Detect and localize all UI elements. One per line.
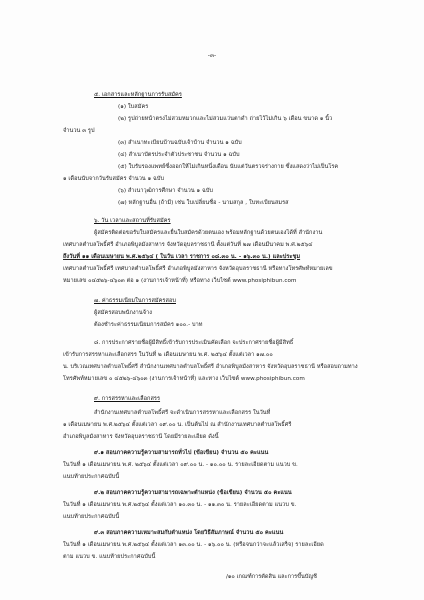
section-5-heading: ๕. เอกสารและหลักฐานการรับสมัคร	[94, 92, 182, 98]
s5-item-4: (๔) สำเนาบัตรประจำตัวประชาชน จำนวน ๑ ฉบับ	[118, 152, 240, 158]
s5-item-2-cont: จำนวน ๓ รูป	[63, 128, 95, 134]
s7-line-2: ต้องชำระค่าธรรมเนียมการสมัคร ๑๐๐.- บาท	[94, 322, 203, 328]
s9-3-detail: ในวันที่ ๑ เดือนเมษายน พ.ศ.๒๕๖๔ ตั้งแต่เวลา ๑๓.๐๐ น. - ๑๖.๐๐ น. (หรือจนกว่าจะแล้วเสร็จ) รายละเอียด	[63, 542, 324, 548]
s8-line-3: น. บริเวณเทศบาลตำบลโพธิ์ศรี สำนักงานเทศบาลตำบลโพธิ์ศรี อำเภอพิบูลมังสาหาร จังหวัดอุบลราชธานี หรือสอบถามทาง	[63, 364, 358, 370]
s7-line-1: ผู้สมัครสอบพนักงานจ้าง	[94, 310, 153, 316]
s6-line-1: ผู้สมัครติดต่อขอรับใบสมัครและยื่นใบสมัครด้วยตนเอง พร้อมหลักฐานด้วยตนเองได้ที่ สำนักงาน	[94, 230, 323, 236]
s9-1-detail: ในวันที่ ๑ เดือนเมษายน พ.ศ. ๒๕๖๔ ตั้งแต่เวลา ๐๙.๐๐ น. - ๑๐.๐๐ น. รายละเอียดตาม แนวบ ข.	[63, 462, 298, 468]
s6-line-4: เทศบาลตำบลโพธิ์ศรี เทศบาลตำบลโพธิ์ศรี อำเภอพิบูลมังสาหาร จังหวัดอุบลราชธานี หรือทางโทรศัพท์หมายเลข	[63, 266, 333, 272]
s6-line-3: ถึงวันที่ ๑๑ เดือนเมษายน พ.ศ.๒๕๖๔ ( ในวัน เวลา ราชการ ๐๘.๓๐ น. - ๑๖.๓๐ น.) และประชุม	[63, 254, 301, 260]
s9-1-attach: แนบท้ายประกาศฉบับนี้	[63, 474, 120, 480]
s9-2-heading: ๙.๒ สอบภาคความรู้ความสามารถเฉพาะตำแหน่ง (ข้อเขียน) จำนวน ๕๐ คะแนน	[94, 490, 292, 496]
s5-item-6: (๖) สำเนาวุฒิการศึกษา จำนวน ๑ ฉบับ	[118, 188, 214, 194]
s9-3-heading: ๙.๓ สอบภาคความเหมาะสมกับตำแหน่ง โดยวิธีสัมภาษณ์ จำนวน ๕๐ คะแนน	[94, 530, 284, 536]
s9-line-3: อำเภอพิบูลมังสาหาร จังหวัดอุบลราชธานี โดยมีรายละเอียด ดังนี้	[63, 434, 219, 440]
section-6-heading: ๖. วัน เวลาและสถานที่รับสมัคร	[94, 218, 171, 224]
page-number: -๓-	[207, 52, 217, 59]
s9-2-detail: ในวันที่ ๑ เดือนเมษายน พ.ศ.๒๕๖๔ ตั้งแต่เวลา ๑๐.๓๐ น. - ๑๑.๓๐ น. รายละเอียดตาม แนวบ ข.	[63, 502, 297, 508]
s8-line-2: เข้ารับการสรรหาและเลือกสรร ในวันที่ ๒ เดือนเมษายน พ.ศ. ๒๕๖๔ ตั้งแต่เวลา ๑๗.๐๐	[63, 352, 273, 358]
s6-line-5: หมายเลข ๐๔๕๒๖-๔๖๐๓ ต่อ ๑ (งานการเจ้าหน้าที่) หรือทาง เว็บไซต์ www.phosiphibun.com	[63, 278, 297, 284]
section-7-heading: ๗. ค่าธรรมเนียมในการสมัครสอบ	[94, 298, 176, 304]
s9-line-1: สำนักงานเทศบาลตำบลโพธิ์ศรี จะดำเนินการสรรหาและเลือกสรร ในวันที่	[94, 410, 271, 416]
s6-line-2: เทศบาลตำบลโพธิ์ศรี อำเภอพิบูลมังสาหาร จังหวัดอุบลราชธานี ตั้งแต่วันที่ ๒๗ เดือนมีนาคม พ.ศ.๒๕๖๔	[63, 242, 313, 248]
s9-line-2: ๑ เดือนเมษายน พ.ศ.๒๕๖๔ ตั้งแต่เวลา ๐๙.๐๐ น. เป็นต้นไป ณ สำนักงานเทศบาลตำบลโพธิ์ศรี	[63, 422, 292, 428]
s5-item-1: (๑) ใบสมัคร	[118, 104, 149, 110]
s5-item-5-cont: ๑ เดือนนับจากวันรับสมัคร จำนวน ๑ ฉบับ	[63, 176, 165, 182]
s8-line-4: โทรศัพท์หมายเลข ๐ ๔๕๒๖-๔๖๐๓ (งานการเจ้าหน้าที่) และทาง เว็บไซต์ www.phosiphibun.com	[63, 376, 305, 382]
next-page-reference: /๑๐ เกณฑ์การตัดสิน และการขึ้นบัญชี	[226, 574, 317, 580]
s5-item-3: (๓) สำเนาทะเบียนบ้านฉบับเจ้าบ้าน จำนวน ๑ ฉบับ	[118, 140, 242, 146]
s5-item-2: (๒) รูปถ่ายหน้าตรงไม่สวมหมวกและไม่สวมแว่นตาดำ ถ่ายไว้ไม่เกิน ๖ เดือน ขนาด ๑ นิ้ว	[118, 116, 333, 122]
s5-item-7: (๗) หลักฐานอื่น (ถ้ามี) เช่น ใบเปลี่ยนชื่อ - นามสกุล , ใบทะเบียนสมรส	[118, 200, 289, 206]
s9-2-attach: แนบท้ายประกาศฉบับนี้	[63, 514, 120, 520]
s9-1-heading: ๙.๑ สอบภาคความรู้ความสามารถทั่วไป (ข้อเขียน) จำนวน ๕๐ คะแนน	[94, 450, 269, 456]
s5-item-5: (๕) ใบรับรองแพทย์ซึ่งออกให้ไม่เกินหนึ่งเดือน นับแต่วันตรวจร่างกาย ซึ่งแสดงว่าไม่เป็นโรค	[118, 164, 339, 170]
section-9-heading: ๙. การสรรหาและเลือกสรร	[94, 396, 161, 402]
s9-3-attach: ตาม แนวบ ข. แนบท้ายประกาศฉบับนี้	[63, 554, 156, 560]
s8-line-1: ๘. การประกาศรายชื่อผู้มีสิทธิ์เข้ารับการประเมินคัดเลือก จะประกาศรายชื่อผู้มีสิทธิ์	[94, 340, 294, 346]
